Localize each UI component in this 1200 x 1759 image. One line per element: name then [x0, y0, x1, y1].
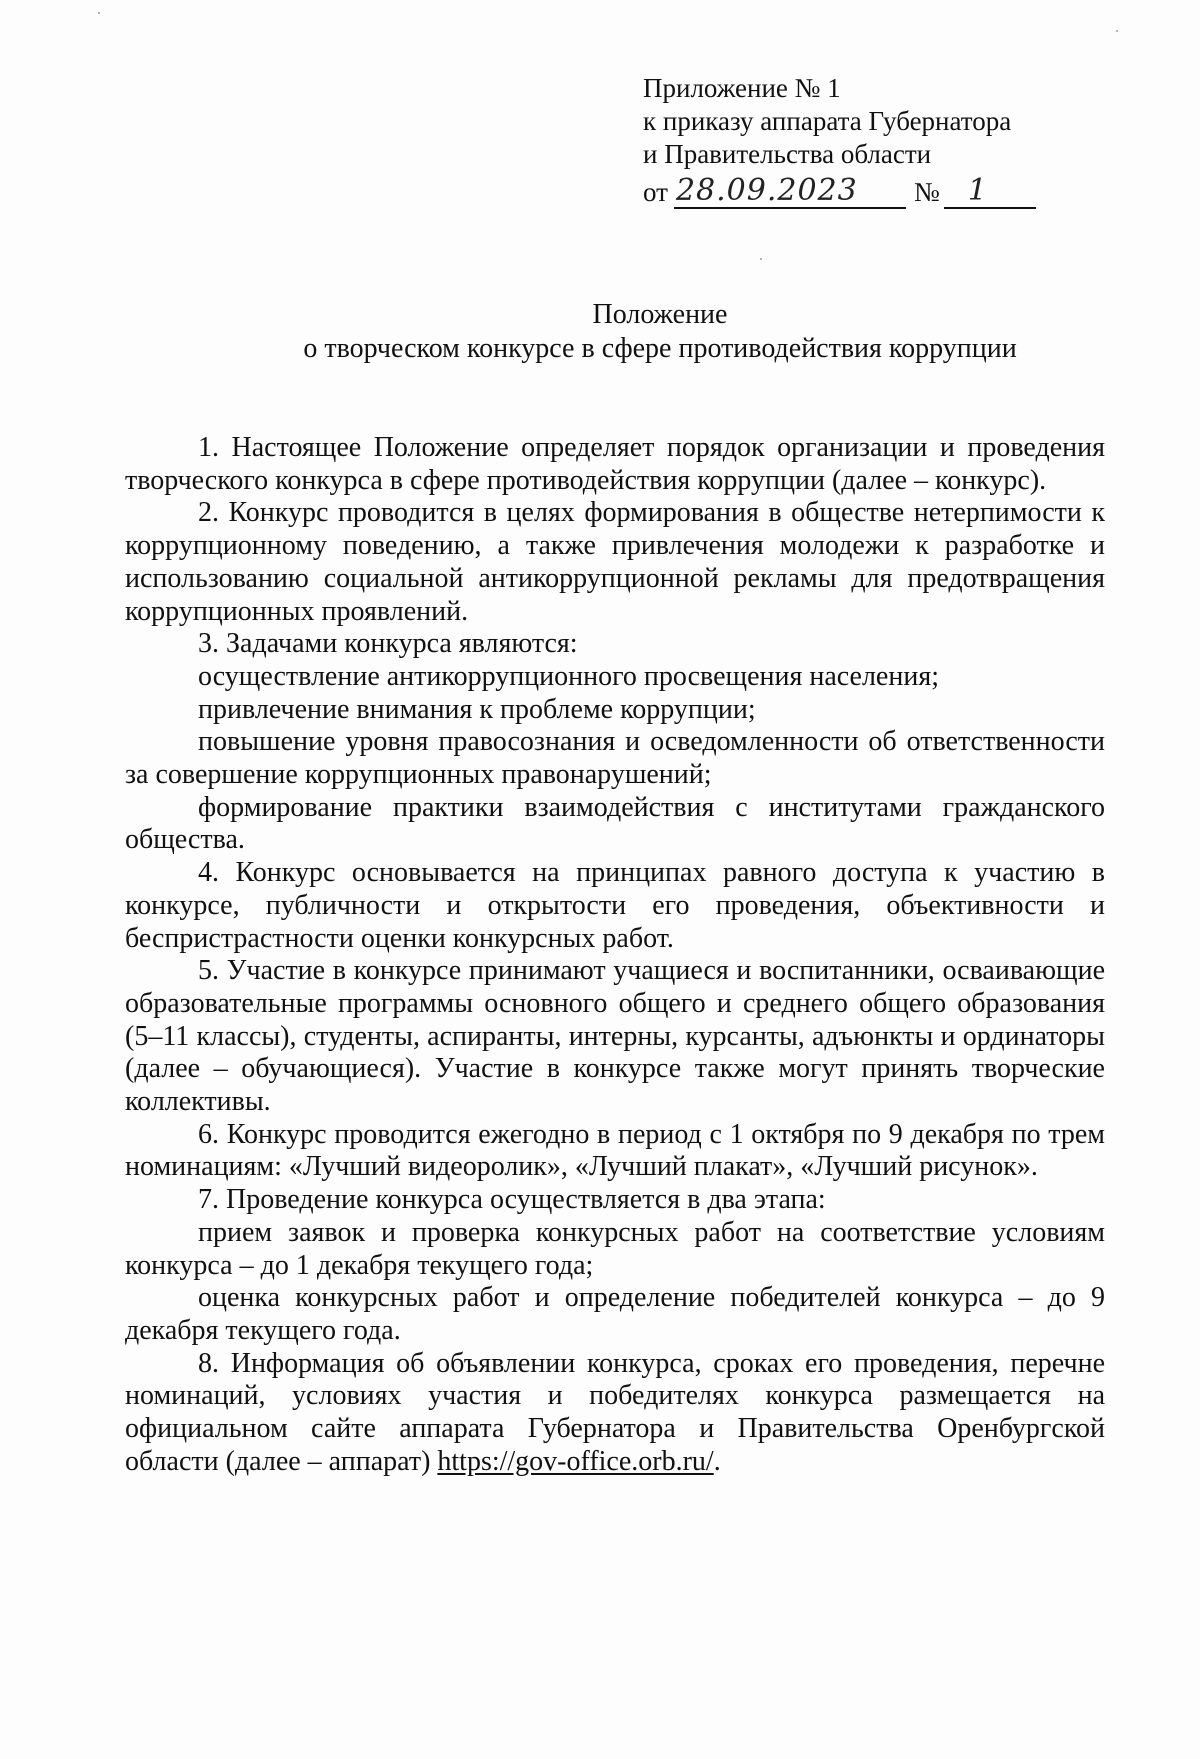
paragraph-4: 4. Конкурс основывается на принципах равного доступа к участию в конкурсе, публичности и открытости его проведения, объективности и беспристрастности оценки конкурсных работ. [125, 857, 1105, 954]
paragraph-7-item: прием заявок и проверка конкурсных работ на соответствие условиям конкурса – до 1 декабря текущего года; [125, 1216, 1105, 1281]
title-heading: Положение [592, 299, 728, 330]
paragraph-8 [125, 1348, 1105, 1479]
order-number-field [944, 173, 1036, 209]
paragraph-3: 3. Задачами конкурса являются: [198, 628, 578, 660]
paragraph-6: 6. Конкурс проводится ежегодно в период с 1 октября по 9 декабря по трем номинациям: «Лучший видеоролик», «Лучший плакат», «Лучший рисунок». [125, 1118, 1105, 1183]
scan-speck [98, 12, 100, 14]
number-sign: № [913, 177, 940, 207]
paragraph-2: 2. Конкурс проводится в целях формирования в обществе нетерпимости к коррупционному поведению, а также привлечения молодежи к разработке и использованию социальной антикоррупционной рекламы для предотвращения коррупционных проявлений. [125, 497, 1105, 627]
paragraph-8-text: 8. Информация об объявлении конкурса, сроках его проведения, перечне номинаций, условиях участия и победителях конкурса размещается на официальном сайте аппарата Губернатора и Правительства Оренбургской области (далее – аппарат) [125, 1347, 1105, 1477]
title-subheading: о творческом конкурсе в сфере противодействия коррупции [303, 333, 1017, 364]
website-link[interactable]: https://gov-office.orb.ru/ [437, 1445, 714, 1477]
paragraph-3-item: повышение уровня правосознания и осведомленности об ответственности за совершение коррупционных правонарушений; [125, 726, 1105, 791]
order-date-field [674, 173, 906, 209]
date-prefix: от [643, 177, 668, 207]
scan-speck [760, 258, 762, 260]
handwritten-date: 28.09.2023 [675, 173, 858, 208]
appendix-authority: и Правительства области [643, 139, 932, 169]
document-body [125, 432, 1105, 1479]
document-title [120, 298, 1200, 366]
appendix-order-ref: к приказу аппарата Губернатора [643, 106, 1012, 136]
appendix-number: Приложение № 1 [643, 73, 841, 103]
paragraph-3-item: осуществление антикоррупционного просвещения населения; [198, 660, 939, 692]
paragraph-1: 1. Настоящее Положение определяет порядок организации и проведения творческого конкурса в сфере противодействия коррупции (далее – конкурс). [125, 432, 1105, 496]
scan-speck [1116, 30, 1118, 32]
paragraph-5: 5. Участие в конкурсе принимают учащиеся и воспитанники, осваивающие образовательные программы основного общего и среднего общего образования (5–11 классы), студенты, аспиранты, интерны, курсанты, адъюнкты и ординаторы (далее – обучающиеся). Участие в конкурсе также могут принять творческие коллективы. [125, 955, 1105, 1118]
paragraph-7: 7. Проведение конкурса осуществляется в два этапа: [198, 1184, 826, 1216]
order-date-number-line [643, 171, 1063, 209]
paragraph-3-item: формирование практики взаимодействия с институтами гражданского общества. [125, 791, 1105, 856]
paragraph-7-item: оценка конкурсных работ и определение победителей конкурса – до 9 декабря текущего года. [125, 1282, 1105, 1346]
paragraph-8-end: . [713, 1445, 721, 1477]
handwritten-number: 1 [967, 173, 988, 208]
paragraph-3-item: привлечение внимания к проблеме коррупции; [198, 693, 756, 725]
appendix-header [643, 72, 1063, 209]
